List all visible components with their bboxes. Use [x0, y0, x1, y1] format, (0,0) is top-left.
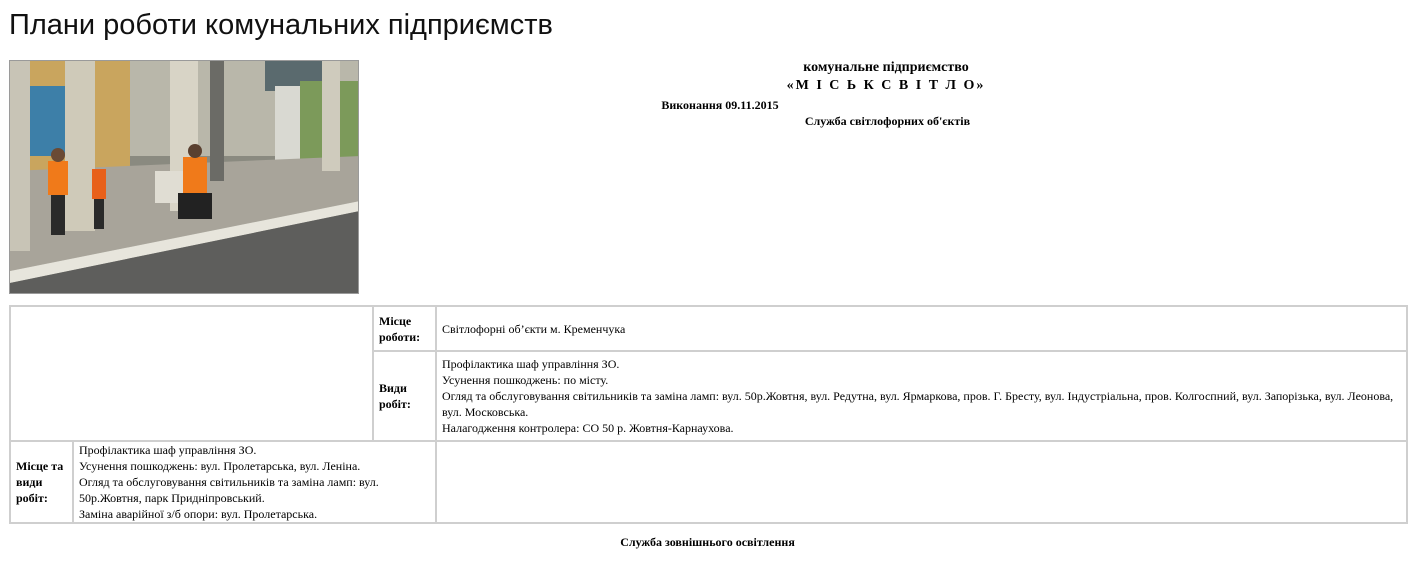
- place-value: Світлофорні об’єкти м. Кременчука: [436, 306, 1407, 351]
- empty-cell: [436, 441, 1407, 523]
- service-title-street-lighting: Служба зовнішнього освітлення: [620, 535, 795, 549]
- works-item: Профілактика шаф управління ЗО.: [79, 443, 257, 457]
- org-type: комунальне підприємство: [803, 60, 969, 75]
- empty-cell: [10, 306, 373, 441]
- works-item: Усунення пошкоджень: по місту.: [442, 373, 609, 387]
- org-name: «М І С Ь К С В І Т Л О»: [786, 78, 986, 93]
- works-item: Огляд та обслуговування світильників та заміна ламп: вул. 50р.Жовтня, парк Придніпровський.: [79, 475, 379, 505]
- works-item: Усунення пошкоджень: вул. Пролетарська, вул. Леніна.: [79, 459, 361, 473]
- workers-photo: [9, 60, 359, 294]
- works-item: Заміна аварійної з/б опори: вул. Пролетарська.: [79, 507, 318, 521]
- place-label: Місце роботи:: [373, 306, 436, 351]
- page-title: Плани роботи комунальних підприємств: [9, 9, 553, 41]
- table-row: [10, 441, 1407, 523]
- works-list: [436, 351, 1407, 441]
- works-item: Профілактика шаф управління ЗО.: [442, 357, 620, 371]
- service-title-traffic-lights: Служба світлофорних об'єктів: [804, 114, 971, 128]
- works-item: Огляд та обслуговування світильників та заміна ламп: вул. 50р.Жовтня, вул. Редутна, вул. Ярмаркова, пров. Г. Бресту, вул. Індустріальна, пров. Колгоспний, вул. Запорізька, вул. Леонова, вул. Московська.: [442, 389, 1394, 419]
- work-plan-table: [9, 305, 1408, 524]
- table-row: [10, 306, 1407, 351]
- works-item: Налагодження контролера: СО 50 р. Жовтня-Карнаухова.: [442, 421, 734, 435]
- works-label: Види робіт:: [373, 351, 436, 441]
- execution-date: Виконання 09.11.2015: [661, 98, 779, 112]
- place-works-label: Місце та види робіт:: [10, 441, 73, 523]
- works-list: [73, 441, 436, 523]
